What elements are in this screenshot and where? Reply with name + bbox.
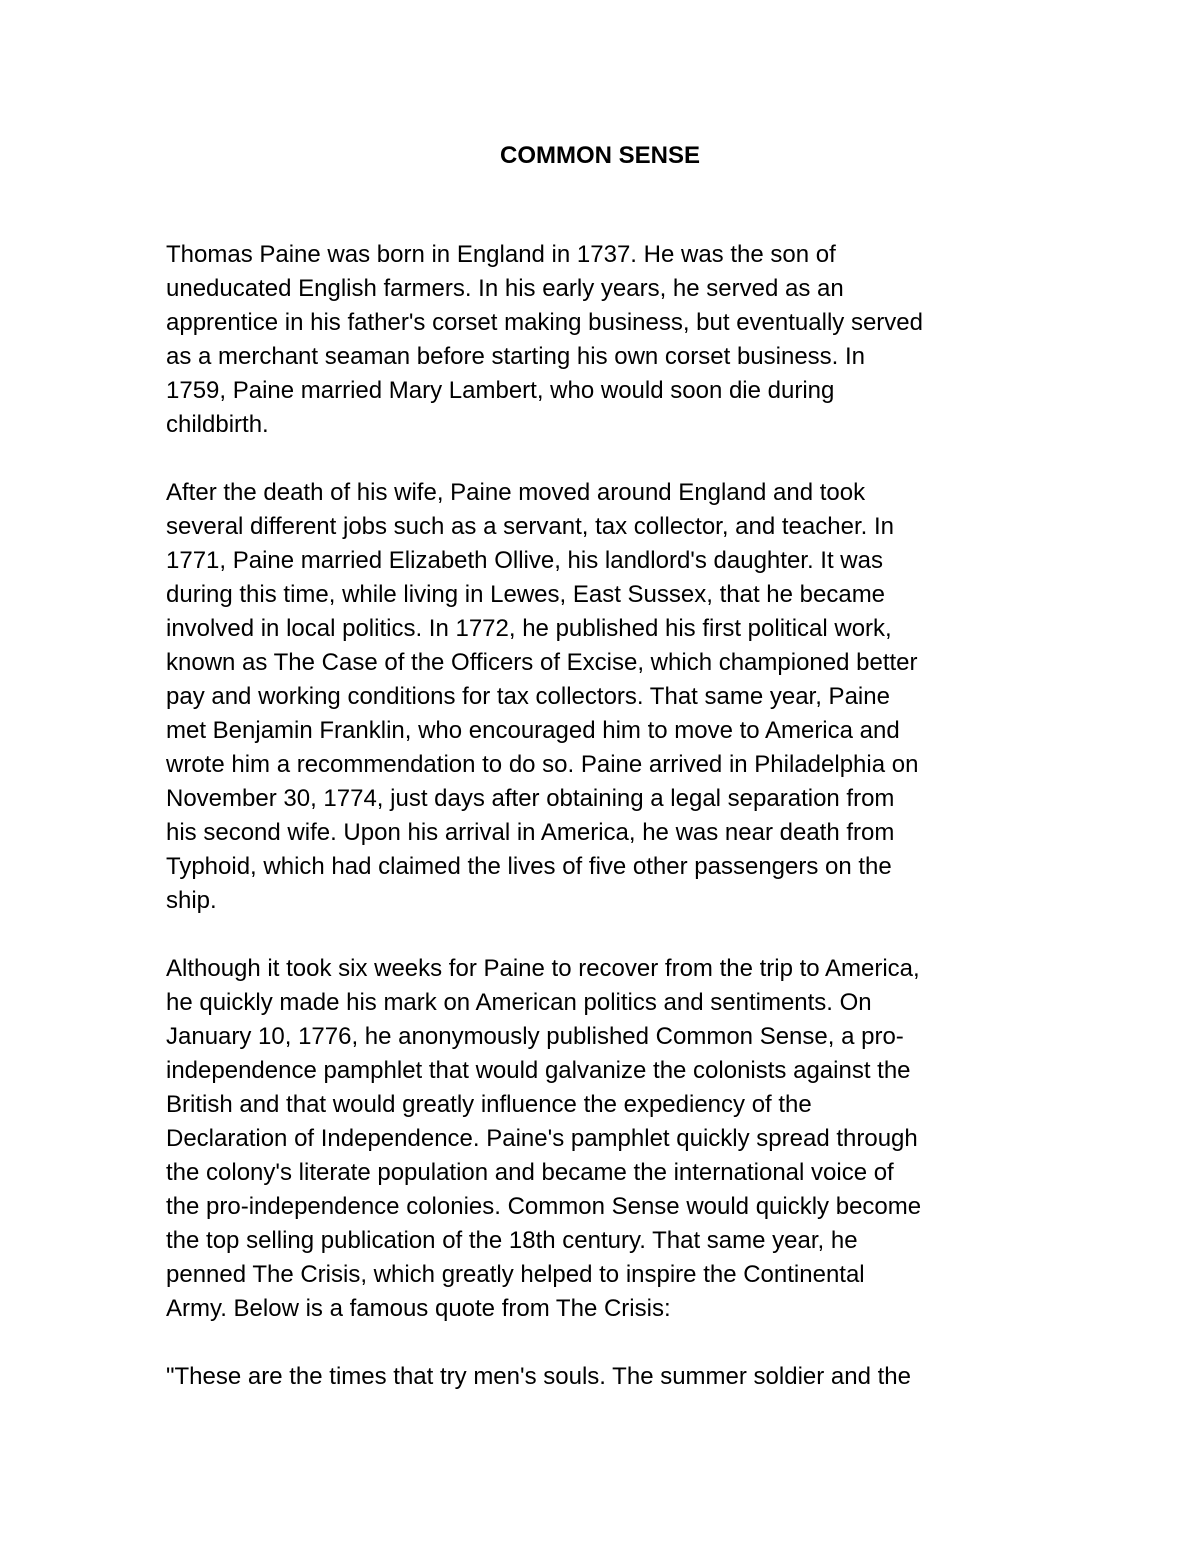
text-line: the colony's literate population and became the international voice of xyxy=(166,1159,894,1186)
text-line: the pro-independence colonies. Common Sense would quickly become xyxy=(166,1193,922,1220)
paragraph-spacer xyxy=(166,442,1046,476)
text-line: uneducated English farmers. In his early years, he served as an xyxy=(166,275,844,302)
text-line: penned The Crisis, which greatly helped to inspire the Continental xyxy=(166,1261,865,1288)
text-line: November 30, 1774, just days after obtaining a legal separation from xyxy=(166,785,895,812)
text-line: known as The Case of the Officers of Excise, which championed better xyxy=(166,649,918,676)
paragraph-1 xyxy=(166,238,1046,442)
paragraph-3 xyxy=(166,952,1046,1326)
text-line: Declaration of Independence. Paine's pamphlet quickly spread through xyxy=(166,1125,918,1152)
text-line: wrote him a recommendation to do so. Paine arrived in Philadelphia on xyxy=(166,751,919,778)
text-line: 1759, Paine married Mary Lambert, who would soon die during xyxy=(166,377,835,404)
paragraph-spacer xyxy=(166,1326,1046,1360)
text-line: 1771, Paine married Elizabeth Ollive, his landlord's daughter. It was xyxy=(166,547,883,574)
text-line: he quickly made his mark on American politics and sentiments. On xyxy=(166,989,872,1016)
text-line: met Benjamin Franklin, who encouraged him to move to America and xyxy=(166,717,900,744)
paragraph-2 xyxy=(166,476,1046,918)
document-body xyxy=(166,238,1046,1394)
quote-line: "These are the times that try men's souls. The summer soldier and the xyxy=(166,1363,911,1390)
document-title: COMMON SENSE xyxy=(499,142,700,169)
text-line: independence pamphlet that would galvanize the colonists against the xyxy=(166,1057,911,1084)
text-line: Army. Below is a famous quote from The Crisis: xyxy=(166,1295,671,1322)
text-line: British and that would greatly influence the expediency of the xyxy=(166,1091,812,1118)
paragraph-spacer xyxy=(166,918,1046,952)
quote-paragraph xyxy=(166,1360,1046,1394)
text-line: Thomas Paine was born in England in 1737. He was the son of xyxy=(166,241,836,268)
text-line: childbirth. xyxy=(166,411,269,438)
text-line: Typhoid, which had claimed the lives of five other passengers on the xyxy=(166,853,892,880)
text-line: pay and working conditions for tax collectors. That same year, Paine xyxy=(166,683,890,710)
text-line: as a merchant seaman before starting his own corset business. In xyxy=(166,343,866,370)
text-line: ship. xyxy=(166,887,217,914)
text-line: during this time, while living in Lewes, East Sussex, that he became xyxy=(166,581,886,608)
text-line: several different jobs such as a servant, tax collector, and teacher. In xyxy=(166,513,894,540)
text-line: his second wife. Upon his arrival in America, he was near death from xyxy=(166,819,895,846)
text-line: involved in local politics. In 1772, he published his first political work, xyxy=(166,615,892,642)
text-line: the top selling publication of the 18th century. That same year, he xyxy=(166,1227,858,1254)
text-line: January 10, 1776, he anonymously published Common Sense, a pro- xyxy=(166,1023,904,1050)
text-line: Although it took six weeks for Paine to recover from the trip to America, xyxy=(166,955,920,982)
text-line: After the death of his wife, Paine moved around England and took xyxy=(166,479,866,506)
text-line: apprentice in his father's corset making business, but eventually served xyxy=(166,309,923,336)
